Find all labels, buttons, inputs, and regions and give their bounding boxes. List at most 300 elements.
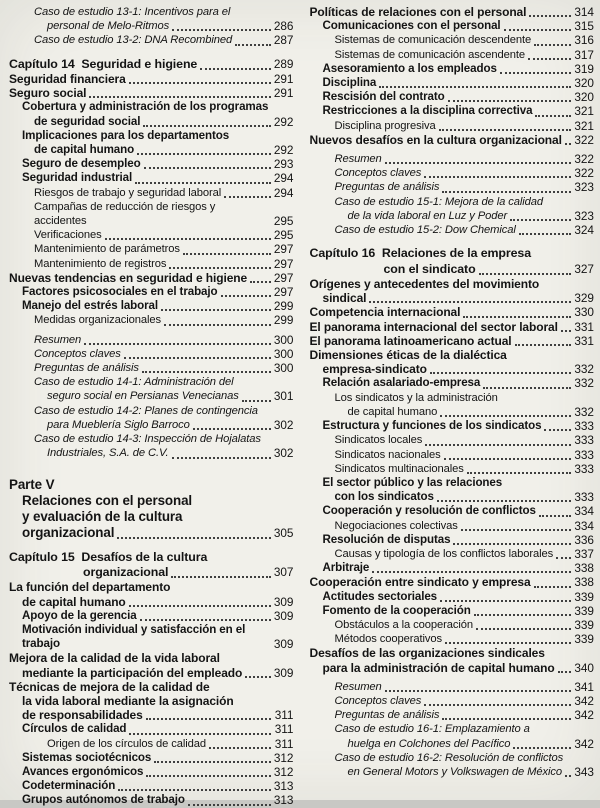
toc-entry-text: Campañas de reducción de riesgos y accidentes — [34, 200, 219, 228]
toc-page-number: 343 — [574, 764, 594, 779]
toc-leader-dots — [444, 458, 571, 460]
toc-leader-dots — [556, 557, 571, 559]
toc-entry — [310, 519, 595, 533]
toc-line — [9, 779, 294, 793]
toc-entry — [310, 320, 595, 334]
toc-page-number: 334 — [574, 504, 594, 519]
toc-leader-dots — [169, 267, 270, 269]
toc-entry-text: mediante la participación del empleado — [22, 665, 243, 680]
toc-leader-dots — [385, 162, 571, 164]
toc-entry — [310, 133, 595, 147]
toc-entry — [310, 533, 595, 547]
toc-page-number: 329 — [574, 291, 594, 306]
toc-entry-text: Factores psicosociales en el trabajo — [22, 285, 218, 299]
toc-entry-text: Caso de estudio 13-1: Incentivos para el — [34, 6, 231, 18]
toc-entry — [310, 547, 595, 561]
toc-page-number: 309 — [273, 637, 294, 652]
toc-line — [310, 262, 595, 277]
toc-page-number: 338 — [574, 561, 594, 576]
toc-page-number: 312 — [273, 750, 294, 765]
toc-entry — [310, 5, 595, 19]
toc-leader-dots — [140, 619, 271, 621]
toc-entry-text: Manejo del estrés laboral — [22, 299, 159, 313]
toc-page-number: 297 — [273, 285, 294, 300]
toc-entry-text: Caso de estudio 14-2: Planes de contingencia — [34, 404, 258, 417]
toc-entry-text: de la vida laboral en Luz y Poder — [347, 209, 508, 222]
toc-line — [9, 72, 294, 86]
toc-line — [310, 104, 595, 118]
toc-line — [310, 348, 595, 362]
toc-leader-dots — [84, 343, 270, 345]
case-study-entry — [9, 5, 294, 33]
toc-page-number: 297 — [273, 242, 294, 257]
toc-leader-dots — [437, 500, 571, 502]
case-study-entry — [310, 722, 595, 750]
toc-entry-text: Los sindicatos y la administración — [334, 391, 498, 404]
toc-entry — [9, 285, 294, 299]
toc-leader-dots — [463, 316, 571, 318]
toc-line — [310, 48, 595, 62]
toc-entry-text: de responsabilidades — [22, 708, 143, 723]
toc-entry-text: de capital humano — [34, 143, 135, 157]
toc-entry-text: Codeterminación — [22, 779, 116, 793]
toc-leader-dots — [528, 58, 571, 60]
toc-leader-dots — [479, 273, 571, 275]
toc-entry — [9, 722, 294, 736]
toc-entry — [9, 186, 294, 200]
case-study-entry — [9, 33, 294, 47]
toc-line — [310, 722, 595, 736]
toc-line — [9, 509, 294, 525]
toc-entry-text: Conceptos claves — [34, 347, 121, 360]
toc-page-number: 315 — [574, 19, 594, 34]
toc-page-number: 305 — [273, 525, 294, 540]
toc-entry-text: Resolución de disputas — [322, 532, 451, 546]
toc-leader-dots — [519, 233, 571, 235]
toc-leader-dots — [209, 747, 270, 749]
toc-line — [310, 405, 595, 419]
toc-line — [9, 609, 294, 623]
toc-line — [310, 195, 595, 209]
toc-leader-dots — [440, 600, 571, 602]
toc-line — [9, 432, 294, 446]
toc-column-right — [310, 5, 595, 796]
toc-entry — [9, 580, 294, 608]
toc-line — [9, 666, 294, 680]
toc-entry — [310, 90, 595, 104]
toc-entry-text: para Mueblería Siglo Barroco — [47, 418, 190, 431]
toc-leader-dots — [440, 415, 571, 417]
toc-line — [9, 347, 294, 361]
toc-leader-dots — [534, 44, 571, 46]
toc-entry — [310, 646, 595, 674]
case-study-entry — [9, 347, 294, 361]
toc-page-number: 309 — [273, 594, 294, 609]
toc-entry — [9, 737, 294, 751]
toc-page-number: 311 — [274, 736, 294, 751]
toc-leader-dots — [379, 86, 571, 88]
toc-page-number: 286 — [273, 19, 294, 34]
toc-page-number: 337 — [574, 546, 594, 561]
toc-line — [310, 661, 595, 675]
toc-leader-dots — [385, 690, 571, 692]
toc-entry — [9, 228, 294, 242]
toc-leader-dots — [245, 676, 270, 678]
toc-entry-text: Cooperación entre sindicato y empresa — [309, 575, 531, 590]
toc-line — [9, 793, 294, 807]
toc-page-number: 301 — [273, 389, 294, 404]
toc-page-number: 300 — [273, 332, 294, 347]
toc-leader-dots — [439, 129, 571, 131]
toc-page-number: 313 — [273, 793, 294, 808]
toc-page-number: 321 — [574, 118, 594, 133]
toc-entry-text: con el sindicato — [383, 261, 476, 276]
toc-entry-text: Grupos autónomos de trabajo — [22, 793, 185, 807]
toc-page-number: 320 — [574, 76, 594, 91]
toc-line — [310, 575, 595, 589]
toc-leader-dots — [561, 330, 571, 332]
toc-page-number: 331 — [574, 319, 594, 334]
toc-line — [310, 334, 595, 348]
toc-leader-dots — [500, 72, 571, 74]
toc-line — [9, 477, 294, 493]
toc-entry-text: Obstáculos a la cooperación — [334, 618, 473, 631]
toc-page-number: 293 — [273, 157, 294, 172]
toc-entry-text: de capital humano — [347, 405, 438, 418]
toc-page-number: 323 — [574, 208, 594, 223]
case-study-entry — [9, 361, 294, 375]
toc-entry — [9, 72, 294, 86]
toc-leader-dots — [539, 515, 571, 517]
toc-entry-text: Conceptos claves — [334, 694, 422, 707]
toc-leader-dots — [193, 428, 271, 430]
toc-entry — [310, 561, 595, 575]
toc-entry — [310, 590, 595, 604]
toc-leader-dots — [118, 789, 270, 791]
toc-leader-dots — [105, 238, 271, 240]
toc-entry-text: Caso de estudio 14-1: Administración del — [34, 376, 234, 389]
toc-line — [9, 550, 294, 565]
toc-entry-text: Sistemas de comunicación ascendente — [334, 48, 526, 61]
toc-leader-dots — [504, 29, 571, 31]
toc-entry-text: en General Motors y Volkswagen de México — [347, 765, 562, 778]
toc-entry-text: con los sindicatos — [334, 490, 434, 504]
toc-line — [9, 623, 294, 651]
toc-leader-dots — [124, 357, 271, 359]
toc-line — [9, 580, 294, 594]
toc-entry-text: Resumen — [334, 153, 382, 166]
toc-entry — [310, 462, 595, 476]
toc-entry-text: Técnicas de mejora de la calidad de — [9, 679, 210, 694]
toc-line — [9, 33, 294, 47]
toc-line — [9, 737, 294, 751]
toc-leader-dots — [483, 387, 571, 389]
toc-page-number: 342 — [574, 708, 594, 723]
toc-entry — [9, 793, 294, 807]
toc-leader-dots — [117, 537, 270, 539]
toc-leader-dots — [529, 15, 571, 17]
toc-page-number: 338 — [574, 575, 594, 590]
toc-entry — [9, 680, 294, 723]
toc-entry — [310, 504, 595, 518]
toc-leader-dots — [515, 344, 571, 346]
toc-leader-dots — [535, 115, 571, 117]
toc-entry — [310, 604, 595, 618]
toc-leader-dots — [476, 628, 571, 630]
toc-line — [9, 129, 294, 143]
toc-entry-text: Seguridad industrial — [22, 171, 133, 185]
toc-line — [9, 525, 294, 541]
toc-line — [310, 590, 595, 604]
toc-leader-dots — [372, 571, 571, 573]
toc-entry-text: Mantenimiento de registros — [34, 257, 167, 270]
toc-line — [9, 299, 294, 313]
toc-line — [9, 333, 294, 347]
toc-page-number: 319 — [574, 61, 594, 76]
toc-entry-text: Restricciones a la disciplina correctiva — [322, 104, 533, 118]
toc-line — [9, 375, 294, 389]
toc-entry-text: de capital humano — [22, 594, 126, 609]
toc-entry-text: Medidas organizacionales — [34, 314, 161, 327]
toc-entry-text: Comunicaciones con el personal — [322, 19, 501, 33]
toc-leader-dots — [461, 529, 571, 531]
toc-entry-text: Mantenimiento de parámetros — [34, 243, 180, 256]
toc-entry-text: Implicaciones para los departamentos — [22, 128, 230, 142]
toc-page-number: 307 — [273, 564, 294, 579]
toc-page-number: 294 — [273, 185, 294, 200]
toc-line — [9, 694, 294, 708]
toc-leader-dots — [445, 642, 571, 644]
toc-line — [310, 547, 595, 561]
toc-entry — [310, 19, 595, 33]
toc-entry-text: Preguntas de análisis — [334, 709, 440, 722]
toc-leader-dots — [171, 576, 270, 578]
toc-entry-text: para la administración de capital humano — [322, 660, 555, 675]
toc-entry-text: Desafíos de las organizaciones sindicales — [309, 646, 545, 661]
toc-entry-text: organizacional — [22, 524, 115, 540]
toc-line — [310, 362, 595, 376]
toc-entry-text: seguro social en Persianas Venecianas — [47, 390, 239, 403]
toc-entry — [310, 376, 595, 390]
toc-line — [310, 209, 595, 223]
toc-page-number: 324 — [574, 223, 594, 238]
toc-entry-text: y evaluación de la cultura — [22, 508, 183, 524]
toc-entry-text: Nuevas tendencias en seguridad e higiene — [9, 270, 248, 285]
toc-entry-text: Nuevos desafíos en la cultura organizacional — [309, 132, 562, 147]
toc-leader-dots — [129, 733, 270, 735]
toc-page-number: 292 — [273, 143, 294, 158]
toc-entry-text: Caso de estudio 15-1: Mejora de la calidad — [334, 195, 543, 208]
toc-line — [9, 57, 294, 72]
toc-leader-dots — [161, 309, 270, 311]
toc-line — [9, 5, 294, 19]
toc-entry-text: Sindicatos nacionales — [334, 448, 441, 461]
toc-line — [9, 86, 294, 100]
case-study-entry — [9, 432, 294, 460]
toc-leader-dots — [172, 29, 270, 31]
case-study-entry — [9, 375, 294, 403]
toc-page-number: 331 — [574, 333, 594, 348]
toc-page-number: 311 — [274, 722, 294, 737]
toc-entry-text: Sindicatos multinacionales — [334, 462, 464, 475]
toc-line — [310, 19, 595, 33]
toc-line — [310, 291, 595, 305]
toc-entry-text: Actitudes sectoriales — [322, 589, 438, 603]
toc-entry-text: Caso de estudio 13-2: DNA Recombined — [34, 34, 233, 47]
toc-page-number: 340 — [574, 660, 594, 675]
toc-entry-text: Resumen — [34, 333, 82, 346]
toc-entry — [310, 305, 595, 319]
case-study-entry — [310, 152, 595, 166]
chapter-heading — [9, 57, 294, 72]
toc-leader-dots — [164, 324, 271, 326]
toc-page-number: 330 — [574, 305, 594, 320]
toc-page-number: 332 — [574, 362, 594, 377]
toc-leader-dots — [250, 281, 270, 283]
toc-page-number: 299 — [273, 313, 294, 328]
toc-page-number: 339 — [574, 632, 594, 647]
toc-page-number: 339 — [574, 603, 594, 618]
toc-entry — [9, 86, 294, 100]
toc-leader-dots — [235, 44, 270, 46]
toc-entry-text: El panorama internacional del sector laboral — [309, 319, 558, 334]
toc-page-number: 341 — [574, 679, 594, 694]
toc-entry — [9, 765, 294, 779]
toc-leader-dots — [424, 176, 571, 178]
toc-entry-text: Avances ergonómicos — [22, 764, 144, 778]
toc-line — [9, 100, 294, 114]
case-study-entry — [310, 195, 595, 223]
toc-page-number: 327 — [574, 261, 594, 276]
toc-page-number: 287 — [273, 33, 294, 48]
toc-leader-dots — [425, 444, 571, 446]
toc-entry-text: de seguridad social — [34, 114, 141, 128]
toc-entry-text: Estructura y funciones de los sindicatos — [322, 419, 542, 433]
part-heading — [9, 477, 294, 541]
toc-entry-text: Industriales, S.A. de C.V. — [47, 447, 169, 460]
toc-line — [310, 751, 595, 765]
toc-line — [9, 595, 294, 609]
toc-page-number: 323 — [574, 180, 594, 195]
toc-entry-text: Apoyo de la gerencia — [22, 608, 137, 622]
toc-line — [310, 320, 595, 334]
toc-leader-dots — [442, 718, 571, 720]
toc-entry — [310, 618, 595, 632]
toc-page-number: 339 — [574, 589, 594, 604]
toc-entry-text: Sistemas sociotécnicos — [22, 750, 152, 764]
toc-entry — [9, 129, 294, 157]
toc-line — [310, 765, 595, 779]
toc-entry — [310, 632, 595, 646]
case-study-entry — [310, 180, 595, 194]
toc-line — [310, 90, 595, 104]
toc-page-number: 300 — [273, 361, 294, 376]
toc-line — [9, 19, 294, 33]
toc-line — [310, 62, 595, 76]
toc-line — [9, 446, 294, 460]
toc-page-number: 333 — [574, 433, 594, 448]
toc-page-number: 322 — [574, 152, 594, 167]
toc-page-number: 317 — [574, 47, 594, 62]
toc-entry — [9, 609, 294, 623]
toc-page-number: 336 — [574, 532, 594, 547]
toc-entry — [9, 257, 294, 271]
toc-line — [310, 166, 595, 180]
toc-entry-text: Capítulo 15 Desafíos de la cultura — [9, 549, 208, 564]
toc-entry — [310, 476, 595, 504]
toc-page-number: 291 — [273, 72, 294, 87]
toc-leader-dots — [474, 614, 571, 616]
toc-entry — [310, 433, 595, 447]
toc-entry — [9, 313, 294, 327]
toc-page-number: 322 — [574, 166, 594, 181]
toc-entry-text: Preguntas de análisis — [34, 362, 139, 375]
toc-leader-dots — [467, 472, 571, 474]
toc-entry-text: Fomento de la cooperación — [322, 603, 471, 617]
toc-line — [310, 708, 595, 722]
chapter-heading — [310, 246, 595, 277]
toc-line — [9, 765, 294, 779]
toc-leader-dots — [143, 125, 270, 127]
toc-line — [310, 433, 595, 447]
toc-entry-text: Sistemas de comunicación descendente — [334, 34, 532, 47]
toc-entry-text: Conceptos claves — [334, 167, 422, 180]
toc-page-number: 333 — [574, 447, 594, 462]
toc-entry — [9, 271, 294, 285]
toc-page-number: 332 — [574, 376, 594, 391]
toc-leader-dots — [200, 68, 270, 70]
toc-column-left — [9, 5, 294, 808]
toc-entry-text: Negociaciones colectivas — [334, 519, 458, 532]
toc-page-number: 289 — [273, 56, 294, 71]
toc-line — [9, 186, 294, 200]
toc-line — [310, 476, 595, 490]
toc-leader-dots — [183, 253, 271, 255]
toc-page-number: 339 — [574, 617, 594, 632]
toc-entry-text: Verificaciones — [34, 229, 102, 242]
toc-line — [310, 246, 595, 261]
toc-leader-dots — [129, 605, 271, 607]
toc-entry-text: Asesoramiento a los empleados — [322, 61, 497, 75]
toc-entry-text: Orígenes y antecedentes del movimiento — [309, 277, 540, 292]
toc-page-number: 291 — [273, 86, 294, 101]
case-study-entry — [9, 333, 294, 347]
toc-entry-text: Motivación individual y satisfacción en el trabajo — [22, 622, 249, 651]
toc-entry-text: Rescisión del contrato — [322, 90, 445, 104]
toc-page-number: 295 — [273, 228, 294, 243]
toc-line — [9, 722, 294, 736]
toc-line — [9, 565, 294, 580]
toc-line — [310, 391, 595, 405]
toc-line — [9, 493, 294, 509]
toc-line — [310, 604, 595, 618]
toc-line — [310, 632, 595, 646]
toc-leader-dots — [544, 429, 571, 431]
toc-entry — [310, 104, 595, 118]
toc-leader-dots — [448, 100, 571, 102]
toc-line — [310, 490, 595, 504]
toc-entry-text: Seguro social — [9, 86, 87, 101]
toc-leader-dots — [534, 586, 571, 588]
toc-leader-dots — [221, 295, 271, 297]
toc-entry — [9, 200, 294, 228]
toc-entry-text: Origen de los círculos de calidad — [47, 737, 207, 750]
toc-entry-text: personal de Melo-Ritmos — [47, 20, 170, 33]
toc-entry-text: Seguridad financiera — [9, 72, 126, 87]
toc-leader-dots — [144, 167, 271, 169]
toc-line — [9, 285, 294, 299]
toc-line — [310, 180, 595, 194]
